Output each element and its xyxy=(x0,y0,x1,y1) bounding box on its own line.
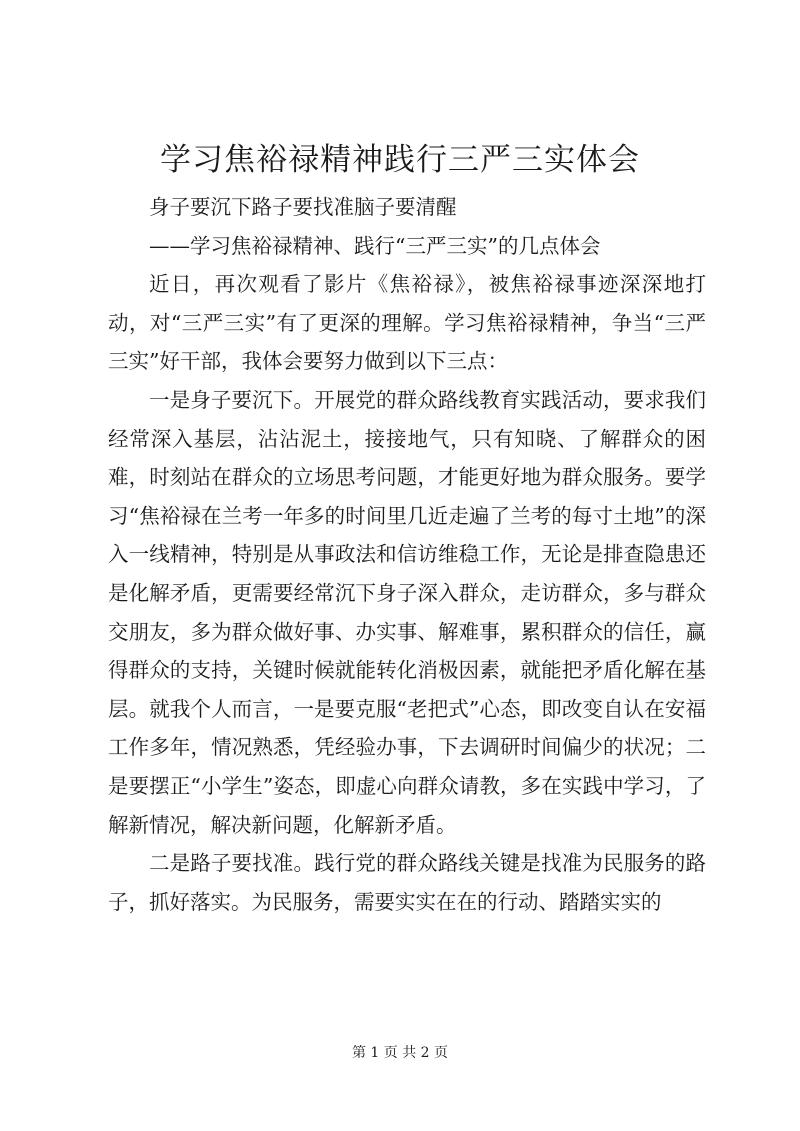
document-title: 学习焦裕禄精神践行三严三实体会 xyxy=(160,142,640,178)
subtitle-line-2: ——学习焦裕禄精神、践行“三严三实”的几点体会 xyxy=(149,233,601,258)
page-footer: 第 1 页 共 2 页 xyxy=(351,1045,449,1061)
paragraph-point-two: 二是路子要找准。践行党的群众路线关键是找准为民服务的路子，抓好落实。为民服务，需要实实在在的行动、踏踏实实的 xyxy=(108,851,706,914)
document-body xyxy=(108,188,706,921)
paragraph-point-one: 一是身子要沉下。开展党的群众路线教育实践活动，要求我们经常深入基层，沾沾泥土，接接地气，只有知晓、了解群众的困难，时刻站在群众的立场思考问题，才能更好地为群众服务。要学习“焦裕禄在兰考一年多的时间里几近走遍了兰考的每寸土地”的深入一线精神，特别是从事政法和信访维稳工作，无论是排查隐患还是化解矛盾，更需要经常沉下身子深入群众，走访群众，多与群众交朋友，多为群众做好事、办实事、解难事，累积群众的信任，赢得群众的支持，关键时候就能转化消极因素，就能把矛盾化解在基层。就我个人而言，一是要克服“老把式”心态，即改变自认在安福工作多年，情况熟悉，凭经验办事，下去调研时间偏少的状况；二是要摆正“小学生”姿态，即虚心向群众请教，多在实践中学习，了解新情况，解决新问题，化解新矛盾。 xyxy=(108,387,706,837)
paragraph-intro: 近日，再次观看了影片《焦裕禄》，被焦裕禄事迹深深地打动，对“三严三实”有了更深的理解。学习焦裕禄精神，争当“三严三实”好干部，我体会要努力做到以下三点： xyxy=(108,272,706,374)
subtitle-line-1: 身子要沉下路子要找准脑子要清醒 xyxy=(149,195,457,219)
